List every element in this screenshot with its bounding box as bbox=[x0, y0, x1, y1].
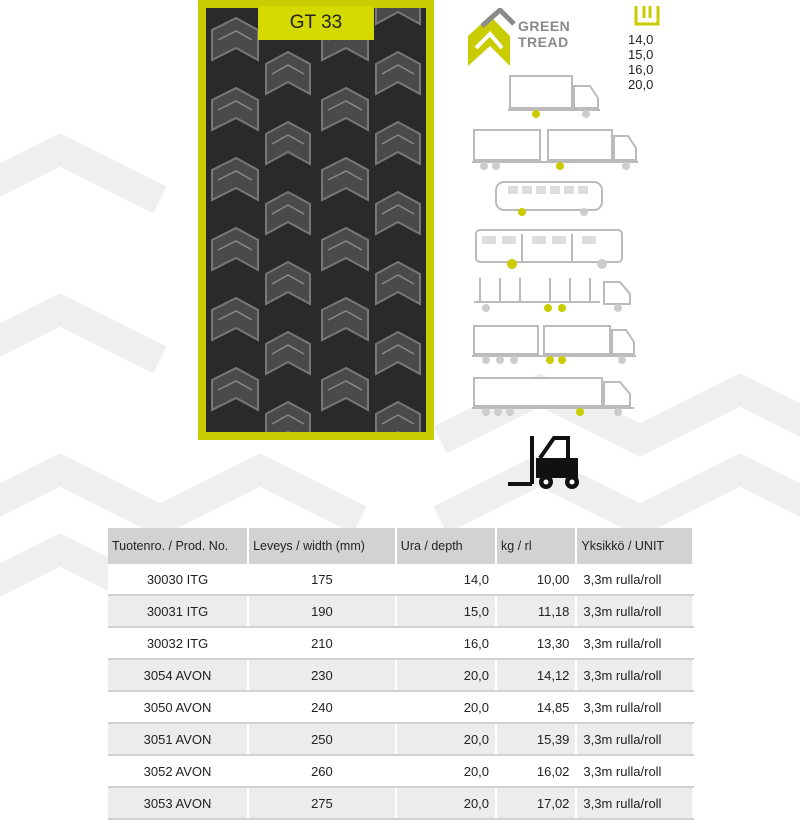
tread-pattern-panel bbox=[198, 0, 434, 440]
column-header: Tuotenro. / Prod. No. bbox=[108, 528, 248, 564]
tread-blocks bbox=[206, 8, 426, 432]
table-row bbox=[108, 595, 693, 627]
depth-value: 14,0 bbox=[628, 32, 654, 47]
prod-no-cell: 30031 ITG bbox=[108, 595, 248, 627]
depth-cell: 20,0 bbox=[396, 691, 496, 723]
product-name-label: GT 33 bbox=[258, 6, 374, 40]
width-cell: 190 bbox=[248, 595, 396, 627]
table-row bbox=[108, 564, 693, 595]
prod-no-cell: 30030 ITG bbox=[108, 564, 248, 595]
unit-cell: 3,3m rulla/roll bbox=[576, 691, 693, 723]
width-cell: 275 bbox=[248, 787, 396, 819]
depth-cell: 20,0 bbox=[396, 723, 496, 755]
city-bus-icon bbox=[472, 226, 626, 272]
unit-cell: 3,3m rulla/roll bbox=[576, 659, 693, 691]
width-cell: 210 bbox=[248, 627, 396, 659]
width-cell: 175 bbox=[248, 564, 396, 595]
width-cell: 250 bbox=[248, 723, 396, 755]
logo-line-1: GREEN bbox=[518, 18, 571, 34]
unit-cell: 3,3m rulla/roll bbox=[576, 627, 693, 659]
prod-no-cell: 30032 ITG bbox=[108, 627, 248, 659]
depth-list bbox=[628, 32, 653, 92]
weight-cell: 15,39 bbox=[496, 723, 576, 755]
semi-trailer-icon bbox=[470, 374, 640, 418]
weight-cell: 14,12 bbox=[496, 659, 576, 691]
forklift-icon bbox=[506, 430, 586, 492]
product-table bbox=[108, 528, 694, 820]
weight-cell: 10,00 bbox=[496, 564, 576, 595]
weight-cell: 13,30 bbox=[496, 627, 576, 659]
depth-cell: 14,0 bbox=[396, 564, 496, 595]
depth-cell: 15,0 bbox=[396, 595, 496, 627]
prod-no-cell: 3052 AVON bbox=[108, 755, 248, 787]
timber-truck-icon bbox=[470, 272, 640, 318]
tread-depth-icon bbox=[632, 4, 662, 28]
depth-cell: 20,0 bbox=[396, 659, 496, 691]
table-header-row bbox=[108, 528, 693, 564]
table-row bbox=[108, 787, 693, 819]
column-header: kg / rl bbox=[496, 528, 576, 564]
truck-trailer-icon bbox=[470, 322, 640, 366]
weight-cell: 16,02 bbox=[496, 755, 576, 787]
prod-no-cell: 3051 AVON bbox=[108, 723, 248, 755]
width-cell: 230 bbox=[248, 659, 396, 691]
prod-no-cell: 3053 AVON bbox=[108, 787, 248, 819]
unit-cell: 3,3m rulla/roll bbox=[576, 595, 693, 627]
unit-cell: 3,3m rulla/roll bbox=[576, 755, 693, 787]
tread-image bbox=[206, 8, 426, 432]
column-header: Leveys / width (mm) bbox=[248, 528, 396, 564]
table-row bbox=[108, 723, 693, 755]
truck-trailer-icon bbox=[470, 126, 640, 172]
table-row bbox=[108, 659, 693, 691]
depth-cell: 20,0 bbox=[396, 787, 496, 819]
prod-no-cell: 3054 AVON bbox=[108, 659, 248, 691]
table-row bbox=[108, 627, 693, 659]
unit-cell: 3,3m rulla/roll bbox=[576, 723, 693, 755]
width-cell: 240 bbox=[248, 691, 396, 723]
logo-line-2: TREAD bbox=[518, 34, 569, 50]
table-row bbox=[108, 691, 693, 723]
depth-value: 20,0 bbox=[628, 77, 654, 92]
bus-icon bbox=[492, 178, 608, 220]
depth-value: 16,0 bbox=[628, 62, 654, 77]
weight-cell: 14,85 bbox=[496, 691, 576, 723]
weight-cell: 11,18 bbox=[496, 595, 576, 627]
depth-cell: 20,0 bbox=[396, 755, 496, 787]
prod-no-cell: 3050 AVON bbox=[108, 691, 248, 723]
width-cell: 260 bbox=[248, 755, 396, 787]
table-row bbox=[108, 755, 693, 787]
unit-cell: 3,3m rulla/roll bbox=[576, 564, 693, 595]
truck-icon bbox=[506, 72, 602, 122]
depth-cell: 16,0 bbox=[396, 627, 496, 659]
depth-value: 15,0 bbox=[628, 47, 654, 62]
unit-cell: 3,3m rulla/roll bbox=[576, 787, 693, 819]
weight-cell: 17,02 bbox=[496, 787, 576, 819]
column-header: Ura / depth bbox=[396, 528, 496, 564]
green-tread-chevron-icon bbox=[466, 8, 586, 70]
column-header: Yksikkö / UNIT bbox=[576, 528, 693, 564]
